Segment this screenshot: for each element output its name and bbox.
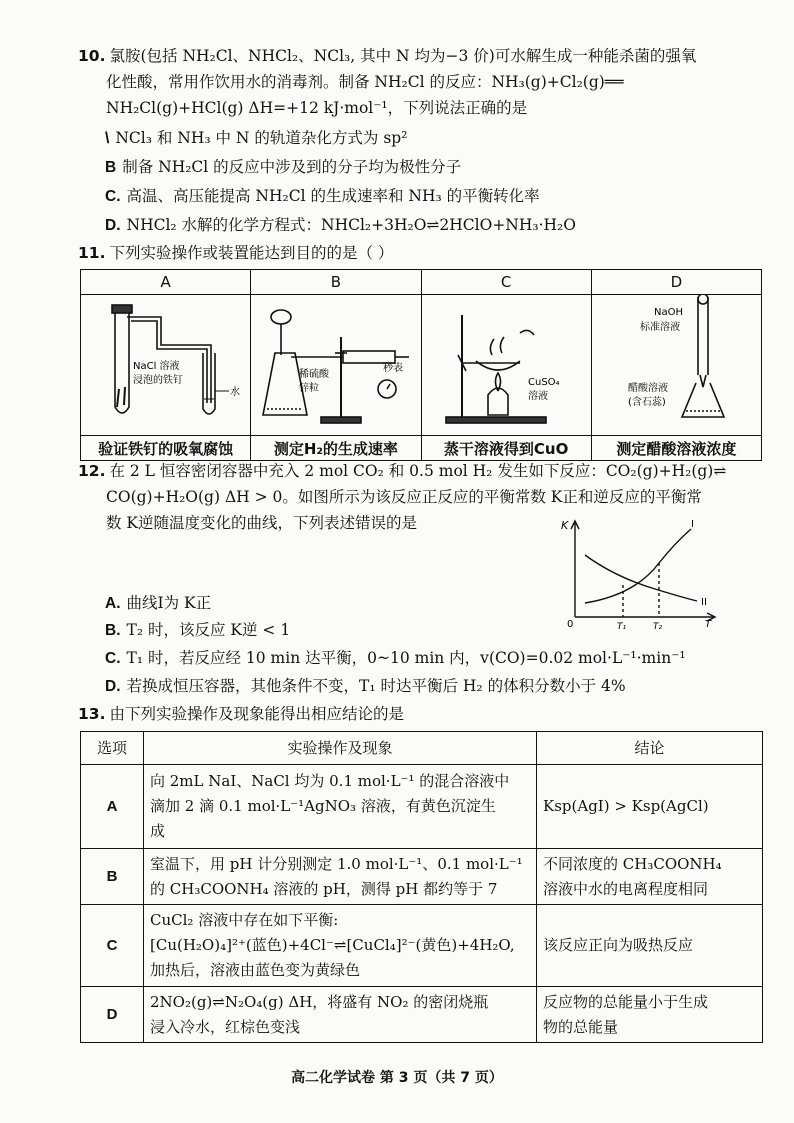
q12-option-b: B. T₂ 时，该反应 K逆 < 1 xyxy=(105,621,291,639)
q10-option-d: D. NHCl₂ 水解的化学方程式：NHCl₂+3H₂O⇌2HClO+NH₃·H₂O xyxy=(105,216,576,234)
page-footer: 高二化学试卷 第 3 页（共 7 页） xyxy=(291,1070,503,1086)
q13-header-option: 选项 xyxy=(81,732,144,765)
q11-apparatus-c xyxy=(421,295,591,436)
q11-header-d: D xyxy=(591,270,761,295)
q13-row-c xyxy=(81,905,763,987)
row-c-option: C xyxy=(81,905,144,987)
label-standard-solution: 标准溶液 xyxy=(639,322,680,333)
delivery-tube-icon xyxy=(127,317,211,403)
row-a-option: A xyxy=(81,765,144,849)
label-nacl-solution: NaCl 溶液 xyxy=(133,361,180,372)
curve-ii-label: II xyxy=(701,597,707,608)
conical-flask-icon xyxy=(682,383,724,417)
q12-stem-line3: 数 K逆随温度变化的曲线，下列表述错误的是 xyxy=(106,514,418,532)
q12-stem xyxy=(78,458,758,484)
label-water: 水 xyxy=(230,387,240,398)
q12-option-d: D. 若换成恒压容器，其他条件不变，T₁ 时达平衡后 H₂ 的体积分数小于 4% xyxy=(105,677,626,695)
burette-valve-icon xyxy=(698,295,708,304)
small-test-tube-icon xyxy=(203,353,215,414)
q13-row-d xyxy=(81,987,763,1043)
separatory-funnel-icon xyxy=(271,310,291,324)
q11-header-b: B xyxy=(251,270,421,295)
label-cuso4: CuSO₄ xyxy=(527,377,560,388)
q12-stem-line1: 在 2 L 恒容密闭容器中充入 2 mol CO₂ 和 0.5 mol H₂ 发生如下反应：CO₂(g)+H₂(g)⇌ xyxy=(109,462,727,480)
label-soaked-nail: 浸泡的铁钉 xyxy=(133,375,183,386)
q13-number: 13. xyxy=(78,705,106,723)
apparatus-c-diagram xyxy=(422,295,590,431)
q11-apparatus-b xyxy=(251,295,421,436)
iron-nail-icon xyxy=(117,387,125,407)
q13-stem: 由下列实验操作及现象能得出相应结论的是 xyxy=(109,705,404,723)
q11-header-c: C xyxy=(421,270,591,295)
q11-header-a: A xyxy=(81,270,251,295)
q11-apparatus-a xyxy=(81,295,251,436)
row-d-operation: 2NO₂(g)⇌N₂O₄(g) ΔH，将盛有 NO₂ 的密闭烧瓶 浸入冷水，红棕色变浅 xyxy=(144,987,537,1043)
apparatus-a-diagram xyxy=(81,295,249,431)
glass-rod-icon xyxy=(520,330,534,335)
curve-i-label: I xyxy=(691,519,694,530)
graph-origin: 0 xyxy=(567,619,574,630)
row-c-operation: CuCl₂ 溶液中存在如下平衡: [Cu(H₂O)₄]²⁺(蓝色)+4Cl⁻⇌[CuCl₄]²⁻(黄色)+4H₂O, 加热后，溶液由蓝色变为黄绿色 xyxy=(144,905,537,987)
q11-caption-a: 验证铁钉的吸氧腐蚀 xyxy=(81,436,251,461)
alcohol-lamp-icon xyxy=(488,388,508,415)
row-c-conclusion: 该反应正向为吸热反应 xyxy=(537,905,763,987)
question-13 xyxy=(78,701,758,727)
q12-option-c: C. T₁ 时，若反应经 10 min 达平衡，0~10 min 内，v(CO)=0.02 mol·L⁻¹·min⁻¹ xyxy=(105,649,686,667)
label-solution: 溶液 xyxy=(527,391,548,402)
q12-stem-line2: CO(g)+H₂O(g) ΔH > 0。如图所示为该反应正反应的平衡常数 K正和逆反应的平衡常 xyxy=(106,488,702,506)
label-zinc: 锌粒 xyxy=(299,383,320,394)
row-b-conclusion: 不同浓度的 CH₃COONH₄ 溶液中水的电离程度相同 xyxy=(537,849,763,905)
label-naoh: NaOH xyxy=(653,307,683,318)
q13-table xyxy=(80,731,763,1043)
q10-option-b: B 制备 NH₂Cl 的反应中涉及到的分子均为极性分子 xyxy=(105,158,462,176)
label-acetic-acid: 醋酸溶液 xyxy=(627,383,668,394)
label-stopwatch: 秒表 xyxy=(383,363,404,374)
q10-stem-line1: 氯胺(包括 NH₂Cl、NHCl₂、NCl₃, 其中 N 均为−3 价)可水解生成一种能杀菌的强氧 xyxy=(109,47,697,65)
q11-number: 11. xyxy=(78,244,106,262)
label-litmus: (含石蕊) xyxy=(627,397,666,408)
q13-header-operation: 实验操作及现象 xyxy=(144,732,537,765)
apparatus-b-diagram xyxy=(251,295,419,431)
graph-t1-label: T₁ xyxy=(617,622,627,630)
q10-stem-line3: NH₂Cl(g)+HCl(g) ΔH=+12 kJ·mol⁻¹，下列说法正确的是 xyxy=(106,99,528,117)
row-b-option: B xyxy=(81,849,144,905)
row-d-conclusion: 反应物的总能量小于生成 物的总能量 xyxy=(537,987,763,1043)
graph-ylabel: K xyxy=(561,519,569,532)
q10-number: 10. xyxy=(78,47,106,65)
q10-option-c: C. 高温、高压能提高 NH₂Cl 的生成速率和 NH₃ 的平衡转化率 xyxy=(105,187,540,205)
q10-option-a: \ NCl₃ 和 NH₃ 中 N 的轨道杂化方式为 sp² xyxy=(105,129,408,147)
apparatus-d-diagram xyxy=(592,295,760,431)
q10-stem-line2: 化性酸，常用作饮用水的消毒剂。制备 NH₂Cl 的反应：NH₃(g)+Cl₂(g)══ xyxy=(106,73,624,91)
q10-stem xyxy=(78,43,758,69)
q13-row-a xyxy=(81,765,763,849)
question-11 xyxy=(78,240,758,266)
row-d-option: D xyxy=(81,987,144,1043)
row-a-operation: 向 2mL NaI、NaCl 均为 0.1 mol·L⁻¹ 的混合溶液中 滴加 2 滴 0.1 mol·L⁻¹AgNO₃ 溶液，有黄色沉淀生 成 xyxy=(144,765,537,849)
steam-icon xyxy=(490,337,504,355)
q11-stem: 下列实验操作或装置能达到目的的是（ ） xyxy=(109,244,394,262)
q11-apparatus-d xyxy=(591,295,761,436)
q11-apparatus-table xyxy=(80,269,762,461)
curve-ii xyxy=(585,555,697,601)
row-b-operation: 室温下，用 pH 计分别测定 1.0 mol·L⁻¹、0.1 mol·L⁻¹ 的 CH₃COONH₄ 溶液的 pH，测得 pH 都约等于 7 xyxy=(144,849,537,905)
q11-caption-d: 测定醋酸溶液浓度 xyxy=(591,436,761,461)
graph-xlabel: T xyxy=(705,619,712,630)
q12-k-temperature-graph xyxy=(555,515,725,630)
q11-caption-b: 测定H₂的生成速率 xyxy=(251,436,421,461)
q12-option-a: A. 曲线I为 K正 xyxy=(105,594,212,612)
label-dilute-sulfuric-acid: 稀硫酸 xyxy=(299,369,330,380)
question-10 xyxy=(78,43,758,121)
q11-caption-c: 蒸干溶液得到CuO xyxy=(421,436,591,461)
syringe-icon xyxy=(343,351,395,363)
q13-row-b xyxy=(81,849,763,905)
q13-header-conclusion: 结论 xyxy=(537,732,763,765)
row-a-conclusion: Ksp(AgI) > Ksp(AgCl) xyxy=(537,765,763,849)
graph-t2-label: T₂ xyxy=(653,622,663,630)
q12-number: 12. xyxy=(78,462,106,480)
stopper-icon xyxy=(112,305,132,313)
